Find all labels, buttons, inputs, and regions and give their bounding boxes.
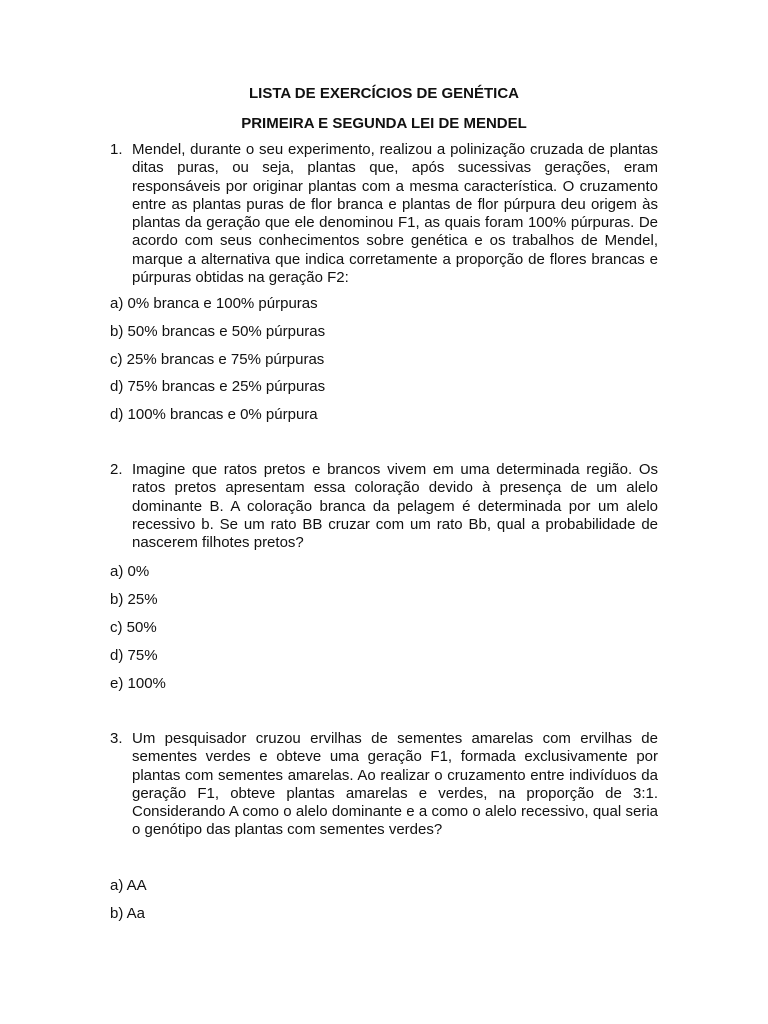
question-text: Mendel, durante o seu experimento, realizou a polinização cruzada de plantas ditas puras, ou seja, plantas que, após sucessivas gerações, eram responsáveis por originar plantas com a mesma característica. O cruzamento entre as plantas puras de flor branca e plantas de flor púrpura deu origem às plantas da geração que ele denominou F1, as quais foram 100% púrpuras. De acordo com seus conhecimentos sobre genética e os trabalhos de Mendel, marque a alternativa que indica corretamente a proporção de flores brancas e púrpuras obtidas na geração F2: xyxy=(132,141,658,287)
document-title: LISTA DE EXERCÍCIOS DE GENÉTICA xyxy=(248,85,520,102)
answer-option: d) 75% brancas e 25% púrpuras xyxy=(110,378,326,395)
answer-option: a) 0% xyxy=(110,563,150,580)
question-number: 1. xyxy=(110,141,123,158)
question-1 xyxy=(110,141,658,287)
question-2 xyxy=(110,461,658,552)
document-subtitle: PRIMEIRA E SEGUNDA LEI DE MENDEL xyxy=(241,115,527,132)
answer-option: e) 100% xyxy=(110,675,166,692)
answer-option: d) 75% xyxy=(110,647,158,664)
answer-option: a) AA xyxy=(110,877,147,894)
answer-option: a) 0% branca e 100% púrpuras xyxy=(110,295,318,312)
answer-option: c) 50% xyxy=(110,619,157,636)
question-number: 3. xyxy=(110,730,123,747)
answer-option: b) 25% xyxy=(110,591,158,608)
answer-option: b) Aa xyxy=(110,905,146,922)
question-3 xyxy=(110,730,658,840)
question-number: 2. xyxy=(110,461,123,478)
answer-option: b) 50% brancas e 50% púrpuras xyxy=(110,323,326,340)
answer-option: c) 25% brancas e 75% púrpuras xyxy=(110,351,325,368)
answer-option: d) 100% brancas e 0% púrpura xyxy=(110,406,318,423)
question-text: Imagine que ratos pretos e brancos vivem em uma determinada região. Os ratos pretos apresentam essa coloração devido à presença de um alelo dominante B. A coloração branca da pelagem é determinada por um alelo recessivo b. Se um rato BB cruzar com um rato Bb, qual a probabilidade de nascerem filhotes pretos? xyxy=(132,461,658,552)
question-text: Um pesquisador cruzou ervilhas de sementes amarelas com ervilhas de sementes verdes e obteve uma geração F1, formada exclusivamente por plantas com sementes amarelas. Ao realizar o cruzamento entre indivíduos da geração F1, obteve plantas amarelas e verdes, na proporção de 3:1. Considerando A como o alelo dominante e a como o alelo recessivo, qual seria o genótipo das plantas com sementes verdes? xyxy=(132,730,658,839)
